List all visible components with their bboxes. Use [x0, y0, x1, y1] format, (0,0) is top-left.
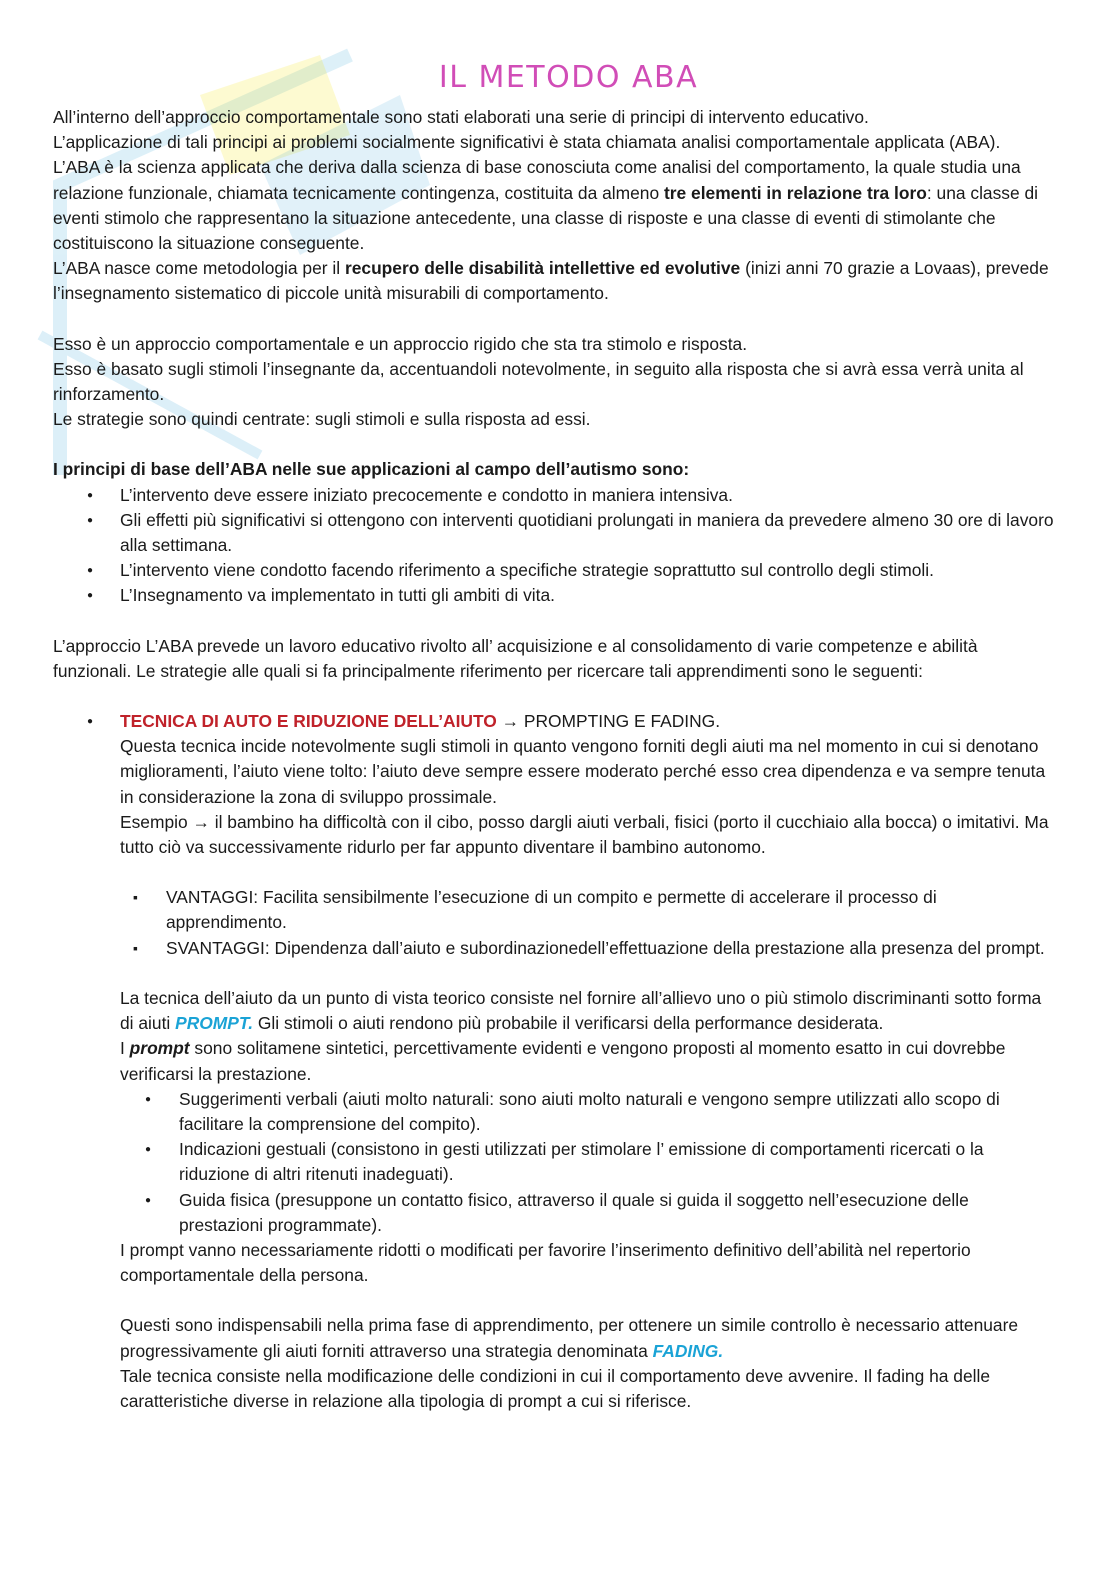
list-item: ● Guida fisica (presuppone un contatto fisico, attraverso il quale si guida il soggetto nell’esecuzione delle prestazioni programmate). [120, 1188, 1054, 1238]
intro-paragraph-3 [53, 155, 1054, 256]
arrow-icon: → [192, 811, 210, 832]
technique-title-line [120, 709, 1054, 734]
technique-paragraph-2 [120, 986, 1054, 1036]
text: . [718, 1340, 724, 1361]
text: Questi sono indispensabili nella prima fase di apprendimento, per ottenere un simile controllo è necessario attenuare progressivamente gli aiuti forniti attraverso una strategia denominata [120, 1315, 1019, 1361]
technique-paragraph-5 [120, 1313, 1054, 1363]
approach-paragraph-2: Esso è basato sugli stimoli l’insegnante da, accentuandoli notevolmente, in seguito alla risposta che si avrà essa verrà unita al rinforzamento. [53, 358, 1024, 405]
example-text: il bambino ha difficoltà con il cibo, posso dargli aiuti verbali, fisici (porto il cucchiaio alla bocca) o imitativi. Ma tutto ciò va successivamente ridurlo per far appunto diventare il bambino autonomo. [120, 811, 1049, 858]
prompt-term: PROMPT. [175, 1013, 254, 1034]
list-item: ▪ VANTAGGI: Facilita sensibilmente l’esecuzione di un compito e permette di accelerare il processo di apprendimento. [53, 885, 1054, 935]
technique-subtitle: PROMPTING E FADING. [523, 711, 721, 732]
text: L’ABA è la scienza applicata che deriva dalla scienza di base conosciuta come analisi del comportamento, la quale studia una relazione funzionale, chiamata tecnicamente contingenza, costituita da almeno [53, 157, 1021, 203]
italic-term: prompt [129, 1038, 190, 1059]
approach-paragraph-1: Esso è un approccio comportamentale e un approccio rigido che sta tra stimolo e risposta. [53, 333, 748, 354]
technique-paragraph-3 [120, 1036, 1054, 1086]
bold-text: I principi di base dell’ABA nelle sue applicazioni al campo dell’autismo sono: [53, 459, 690, 480]
arrow-icon: → [496, 711, 524, 732]
text: Gli stimoli o aiuti rendono più probabile il verificarsi della performance desiderata. [253, 1013, 884, 1034]
bold-text: recupero delle disabilità intellettive ed evolutive [344, 258, 741, 279]
technique-paragraph-6: Tale tecnica consiste nella modificazione delle condizioni in cui il comportamento deve avvenire. Il fading ha delle caratteristiche diverse in relazione alla tipologia di prompt a cui si riferisce. [120, 1365, 991, 1411]
text: (inizi anni 70 grazie a Lovaas), prevede l’insegnamento sistematico di piccole unità misurabili di comportamento. [53, 258, 1049, 304]
bullet-icon: ● [87, 716, 94, 728]
list-item: ● L’Insegnamento va implementato in tutti gli ambiti di vita. [53, 583, 1054, 608]
prompt-section [53, 986, 1054, 1414]
intro-paragraph-4 [53, 256, 1054, 306]
text: sono solitamene sintetici, percettivamente evidenti e vengono proposti al momento esatto in cui dovrebbe verificarsi la prestazione. [120, 1038, 1006, 1084]
bold-text: tre elementi in relazione tra loro [663, 182, 927, 203]
text: I [120, 1038, 130, 1059]
text: L’ABA nasce come metodologia per il [53, 258, 345, 279]
technique-section [53, 709, 1054, 860]
list-item: ● Gli effetti più significativi si ottengono con interventi quotidiani prolungati in maniera da prevedere almeno 30 ore di lavoro alla settimana. [53, 508, 1054, 558]
pros-cons-list [53, 885, 1054, 961]
technique-paragraph-1: Questa tecnica incide notevolmente sugli stimoli in quanto vengono forniti degli aiuti ma nel momento in cui si denotano miglioramenti, l’aiuto viene tolto: l’aiuto deve sempre essere moderato perché esso crea dipendenza e va sempre tenuta in considerazione la zona di sviluppo prossimale. [120, 736, 1046, 807]
fading-term: FADING [652, 1340, 719, 1361]
page-title: IL METODO ABA [438, 60, 699, 95]
technique-example [120, 810, 1054, 860]
list-item: ● L’intervento viene condotto facendo riferimento a specifiche strategie soprattutto sul controllo degli stimoli. [53, 558, 1054, 583]
intro-paragraph-1: All’interno dell’approccio comportamentale sono stati elaborati una serie di principi di intervento educativo. [53, 107, 869, 127]
principles-heading [53, 457, 1054, 482]
list-item: ● L’intervento deve essere iniziato precocemente e condotto in maniera intensiva. [53, 483, 1054, 508]
text: : una classe di eventi stimolo che rappresentano la situazione antecedente, una classe di risposte e una classe di eventi di stimolante che costituiscono la situazione conseguente. [53, 182, 1039, 254]
principles-list [53, 483, 1054, 609]
technique-paragraph-4: I prompt vanno necessariamente ridotti o modificati per favorire l’inserimento definitivo dell’abilità nel repertorio comportamentale della persona. [120, 1239, 971, 1286]
strategies-intro: L’approccio L’ABA prevede un lavoro educativo rivolto all’ acquisizione e al consolidamento di varie competenze e abilità funzionali. Le strategie alle quali si fa principalmente riferimento per ricercare tali apprendimenti sono le seguenti: [53, 635, 978, 681]
prompt-types-list [120, 1087, 1054, 1238]
list-item: ▪ SVANTAGGI: Dipendenza dall’aiuto e subordinazionedell’effettuazione della prestazione alla presenza del prompt. [53, 936, 1054, 961]
list-item: ● Suggerimenti verbali (aiuti molto naturali: sono aiuti molto naturali e vengono sempre utilizzati allo scopo di facilitare la comprensione del compito). [120, 1087, 1054, 1137]
intro-paragraph-2: L’applicazione di tali principi ai problemi socialmente significativi è stata chiamata analisi comportamentale applicata (ABA). [53, 132, 1001, 153]
example-label: Esempio [120, 811, 188, 832]
list-item: ● Indicazioni gestuali (consistono in gesti utilizzati per stimolare l’ emissione di comportamenti ricercati o la riduzione di altri ritenuti inadeguati). [120, 1137, 1054, 1187]
text: La tecnica dell’aiuto da un punto di vista teorico consiste nel fornire all’allievo uno o più stimolo discriminanti sotto forma di aiuti [120, 987, 1042, 1034]
approach-paragraph-3: Le strategie sono quindi centrate: sugli stimoli e sulla risposta ad essi. [53, 409, 591, 430]
technique-title: TECNICA DI AUTO E RIDUZIONE DELL’AIUTO [120, 711, 497, 732]
